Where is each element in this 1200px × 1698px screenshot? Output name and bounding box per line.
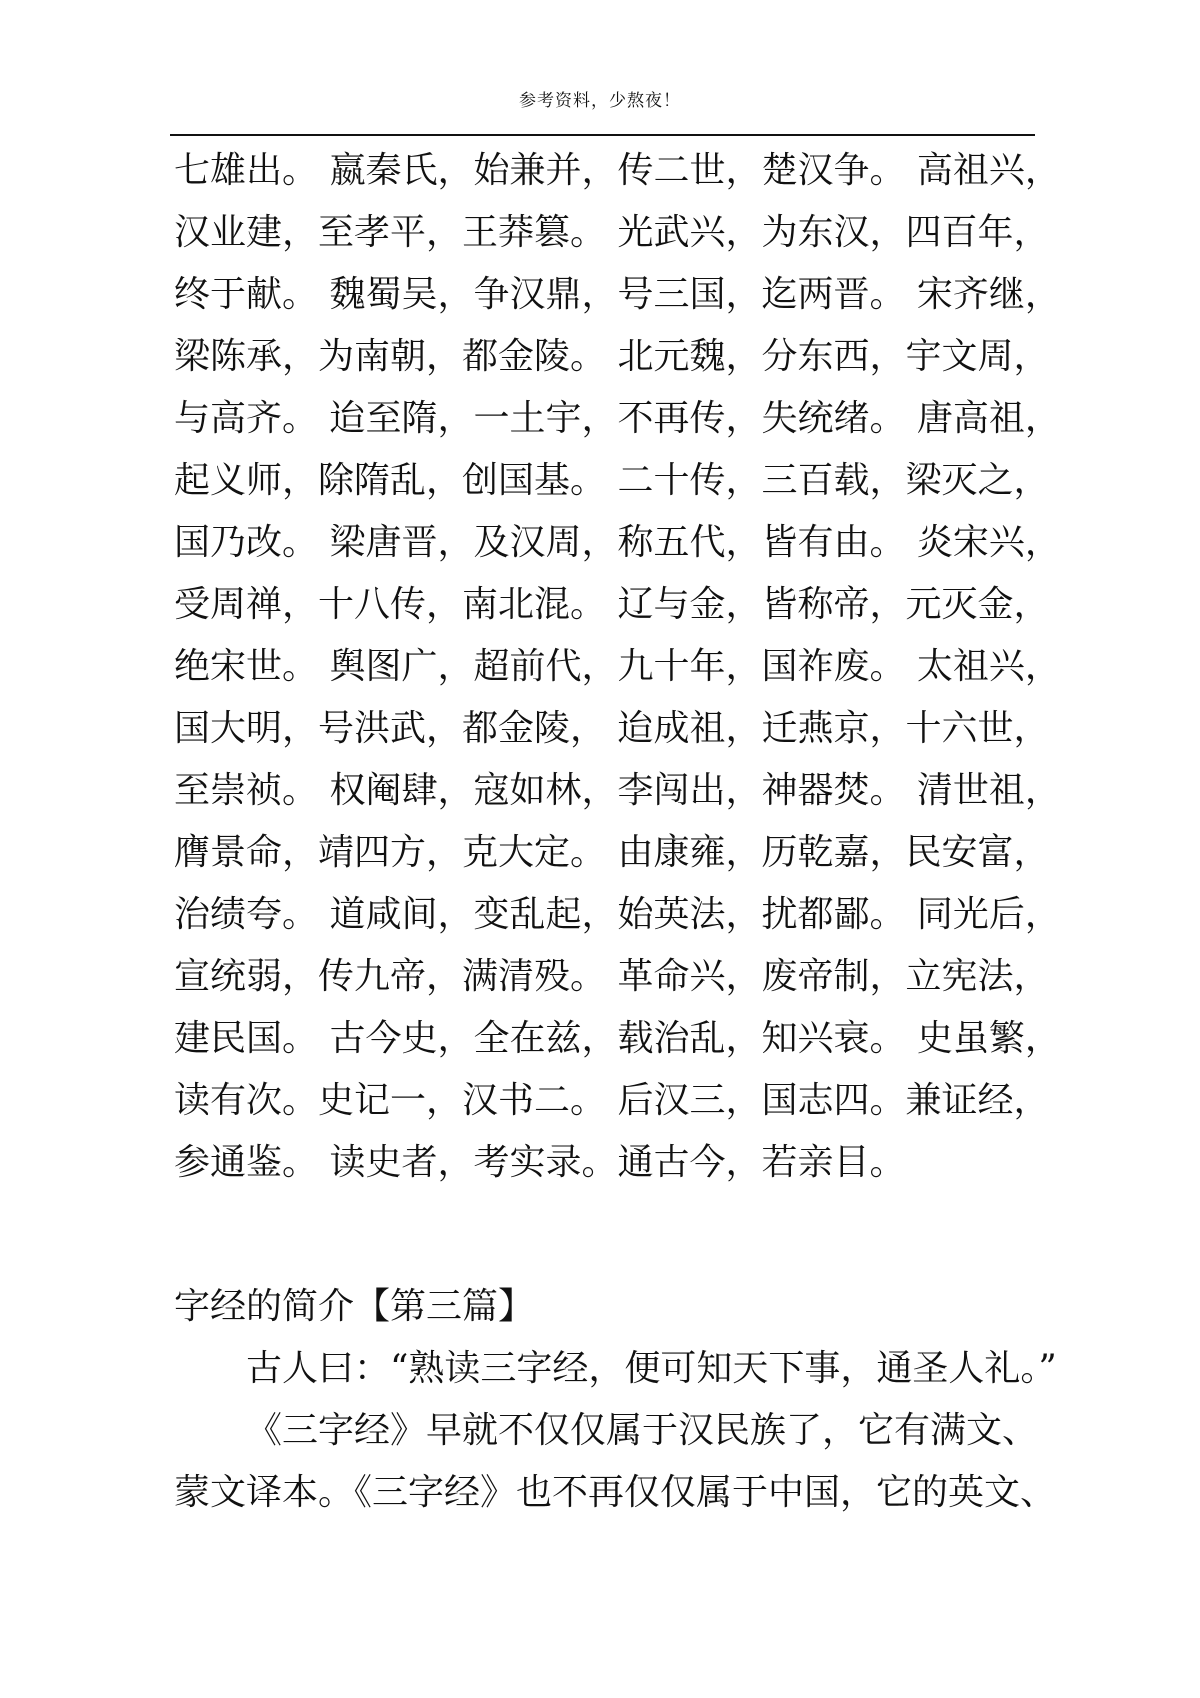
page-header: 参考资料，少熬夜！ <box>519 91 681 111</box>
section-spacer <box>174 1194 1054 1276</box>
verse-line-10: 国大明，号洪武，都金陵， 迨成祖，迁燕京，十六世， <box>174 708 1050 749</box>
document-body <box>174 140 1061 1524</box>
verse-line-7: 国乃改。 梁唐晋，及汉周，称五代，皆有由。 炎宋兴， <box>174 522 1061 563</box>
verse-line-3: 终于献。 魏蜀吴，争汉鼎，号三国，迄两晋。 宋齐继， <box>174 274 1061 315</box>
verse-line-13: 治绩夸。 道咸间，变乱起，始英法，扰都鄙。 同光后， <box>174 894 1061 935</box>
verse-line-2: 汉业建，至孝平，王莽篡。 光武兴，为东汉，四百年， <box>174 212 1050 253</box>
verse-line-8: 受周禅，十八传，南北混。 辽与金，皆称帝，元灭金， <box>174 584 1050 625</box>
paragraph-line-3: 蒙文译本。《三字经》也不再仅仅属于中国，它的英文、 <box>174 1472 1057 1513</box>
verse-line-16: 读有次。史记一，汉书二。 后汉三，国志四。兼证经， <box>174 1080 1050 1121</box>
verse-line-4: 梁陈承，为南朝，都金陵。 北元魏，分东西，宇文周， <box>174 336 1050 377</box>
header-divider <box>170 134 1035 136</box>
verse-line-5: 与高齐。 迨至隋，一土宇，不再传，失统绪。 唐高祖， <box>174 398 1061 439</box>
verse-line-1: 七雄出。 嬴秦氏，始兼并，传二世，楚汉争。 高祖兴， <box>174 150 1061 191</box>
verse-line-11: 至崇祯。 权阉肆，寇如林，李闯出，神器焚。 清世祖， <box>174 770 1061 811</box>
verse-line-6: 起义师，除隋乱，创国基。 二十传，三百载，梁灭之， <box>174 460 1050 501</box>
paragraph-line-2: 《三字经》早就不仅仅属于汉民族了，它有满文、 <box>246 1410 1039 1451</box>
verse-line-9: 绝宋世。 舆图广，超前代，九十年，国祚废。 太祖兴， <box>174 646 1061 687</box>
verse-line-17: 参通鉴。 读史者，考实录。通古今，若亲目。 <box>174 1142 906 1183</box>
paragraph-line-1: 古人曰：“熟读三字经，便可知天下事，通圣人礼。” <box>246 1348 1057 1389</box>
verse-line-15: 建民国。 古今史，全在兹，载治乱，知兴衰。 史虽繁， <box>174 1018 1061 1059</box>
section-title: 字经的简介【第三篇】 <box>174 1286 535 1327</box>
verse-line-14: 宣统弱，传九帝，满清殁。 革命兴，废帝制，立宪法， <box>174 956 1050 997</box>
verse-line-12: 膺景命，靖四方，克大定。 由康雍，历乾嘉，民安富， <box>174 832 1050 873</box>
